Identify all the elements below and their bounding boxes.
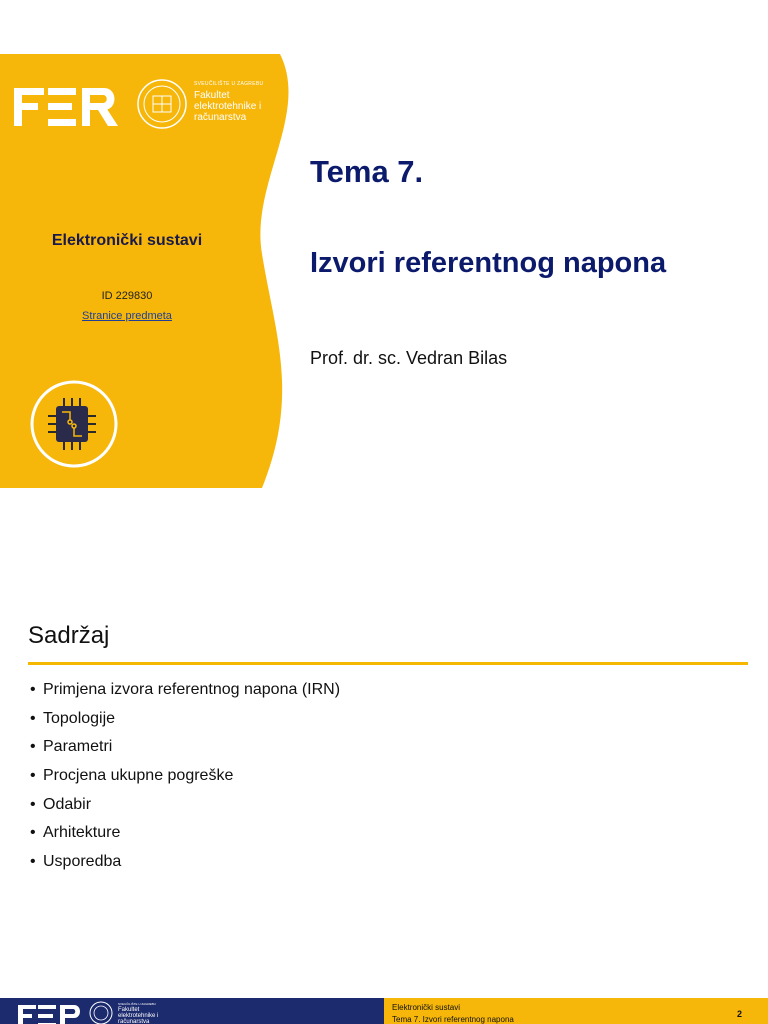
university-seal-icon <box>136 78 188 130</box>
university-seal-icon <box>88 1000 114 1024</box>
course-id: ID 229830 <box>101 290 153 302</box>
footer-course: Elektronički sustavi <box>392 1003 461 1012</box>
circuit-chip-icon <box>24 376 120 468</box>
list-item: • Procjena ukupne pogreške <box>30 767 234 785</box>
faculty-name: Fakultet elektrotehnike i računarstva <box>194 90 262 123</box>
fer-logo <box>12 82 122 128</box>
list-item: • Topologije <box>30 709 116 727</box>
title-slide <box>0 54 768 488</box>
author: Prof. dr. sc. Vedran Bilas <box>310 348 508 368</box>
list-item: • Odabir <box>30 795 92 813</box>
footer-university-name: SVEUČILIŠTE U ZAGREBU <box>118 1002 156 1006</box>
contents-title: Sadržaj <box>28 622 110 649</box>
title-divider <box>28 662 748 665</box>
contents-list <box>30 676 340 877</box>
topic-number: Tema 7. <box>310 154 424 189</box>
footer-info-band <box>384 998 768 1024</box>
footer-topic: Tema 7. Izvori referentnog napona <box>392 1015 514 1024</box>
course-title: Elektronički sustavi <box>51 232 203 249</box>
list-item: • Usporedba <box>30 853 122 871</box>
list-item: • Arhitekture <box>30 824 121 842</box>
list-item: • Primjena izvora referentnog napona (IRN) <box>30 681 341 698</box>
slide-footer <box>0 998 768 1024</box>
footer-faculty-name: Fakultet elektrotehnike i računarstva <box>118 1007 159 1024</box>
university-name-small: SVEUČILIŠTE U ZAGREBU <box>194 81 264 87</box>
list-item: • Parametri <box>30 738 113 756</box>
topic-title: Izvori referentnog napona <box>310 247 667 279</box>
contents-slide <box>0 598 768 1024</box>
fer-logo <box>16 1002 96 1024</box>
footer-logo-band <box>0 998 384 1024</box>
page-number: 2 <box>736 1009 742 1019</box>
course-pages-link[interactable]: Stranice predmeta <box>82 310 172 322</box>
